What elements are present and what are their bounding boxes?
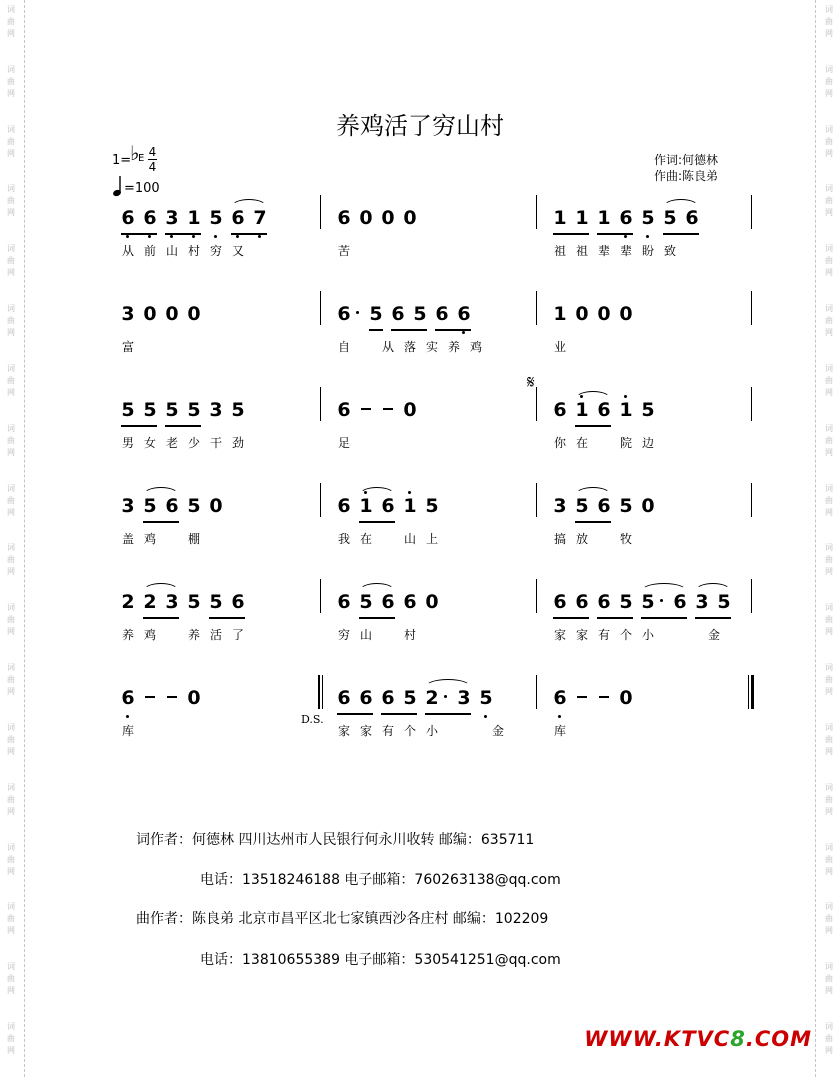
note-digit: 5 xyxy=(641,399,655,421)
lyric-char: 山 xyxy=(359,628,372,642)
bar-line xyxy=(536,579,537,613)
low-dot xyxy=(624,235,627,238)
slur xyxy=(143,487,179,495)
bar-line xyxy=(320,195,321,229)
low-dot xyxy=(462,331,465,334)
lyric-char: 养 xyxy=(121,628,134,642)
lyric-char: 苦 xyxy=(337,244,350,258)
note-digit: 5 xyxy=(143,399,157,421)
lyric-char: 祖 xyxy=(553,244,566,258)
note-digit: 6 xyxy=(231,207,245,229)
note-digit: 6 xyxy=(231,591,245,613)
dash-mark xyxy=(167,696,177,698)
bar-line xyxy=(751,195,752,229)
aug-dot xyxy=(356,311,359,314)
underline xyxy=(663,233,699,235)
underline xyxy=(231,233,267,235)
underline xyxy=(143,521,179,523)
bar-line xyxy=(320,291,321,325)
note-digit: 0 xyxy=(187,687,201,709)
time-signature xyxy=(148,145,157,174)
note-digit: 5 xyxy=(369,303,383,325)
note-digit: 0 xyxy=(641,495,655,517)
low-dot xyxy=(148,235,151,238)
low-dot xyxy=(558,715,561,718)
underline xyxy=(337,713,373,715)
lyric-char: 家 xyxy=(553,628,566,642)
lyric-char: 自 xyxy=(337,340,350,354)
note-digit: 6 xyxy=(337,591,351,613)
lyric-char: 前 xyxy=(143,244,156,258)
low-dot xyxy=(484,715,487,718)
low-dot xyxy=(214,235,217,238)
time-top: 4 xyxy=(148,145,157,159)
lyric-char: 养 xyxy=(447,340,460,354)
bar-line xyxy=(318,675,320,709)
lyric-char: 个 xyxy=(619,628,632,642)
slur xyxy=(575,487,611,495)
note-digit: 6 xyxy=(553,591,567,613)
lyric-char: 棚 xyxy=(187,532,200,546)
note-digit: 5 xyxy=(403,687,417,709)
note-digit: 3 xyxy=(553,495,567,517)
underline xyxy=(597,617,633,619)
bar-line xyxy=(751,579,752,613)
note-digit: 5 xyxy=(359,591,373,613)
note-digit: 5 xyxy=(143,495,157,517)
note-digit: 6 xyxy=(337,399,351,421)
lyric-char: 富 xyxy=(121,340,134,354)
slur xyxy=(641,583,687,591)
lyric-char: 干 xyxy=(209,436,222,450)
lyric-char: 盼 xyxy=(641,244,654,258)
note-digit: 5 xyxy=(479,687,493,709)
low-dot xyxy=(126,715,129,718)
lyric-char: 劲 xyxy=(231,436,244,450)
lyric-char: 又 xyxy=(231,244,244,258)
low-dot xyxy=(646,235,649,238)
note-digit: 3 xyxy=(165,207,179,229)
note-digit: 6 xyxy=(121,207,135,229)
lyric-char: 辈 xyxy=(619,244,632,258)
note-digit: 6 xyxy=(597,591,611,613)
note-digit: 3 xyxy=(121,303,135,325)
note-digit: 6 xyxy=(121,687,135,709)
lyric-char: 养 xyxy=(187,628,200,642)
right-dashed-line xyxy=(815,0,816,1077)
underline xyxy=(553,617,589,619)
lyric-char: 男 xyxy=(121,436,134,450)
underline xyxy=(381,713,417,715)
lyric-char: 在 xyxy=(359,532,372,546)
low-dot xyxy=(170,235,173,238)
note-digit: 5 xyxy=(641,591,655,613)
lyric-char: 在 xyxy=(575,436,588,450)
low-dot xyxy=(192,235,195,238)
lyric-char: 搞 xyxy=(553,532,566,546)
slur xyxy=(425,679,471,687)
low-dot xyxy=(126,235,129,238)
note-digit: 3 xyxy=(121,495,135,517)
bar-line xyxy=(536,387,537,421)
note-digit: 6 xyxy=(143,207,157,229)
underline xyxy=(435,329,471,331)
note-digit: 6 xyxy=(337,495,351,517)
note-digit: 3 xyxy=(165,591,179,613)
final-bar-line xyxy=(748,675,749,709)
composer-credit: 作曲:陈良弟 xyxy=(654,169,719,183)
note-digit: 2 xyxy=(143,591,157,613)
note-digit: 6 xyxy=(381,495,395,517)
dash-mark xyxy=(599,696,609,698)
slur xyxy=(359,487,395,495)
high-dot xyxy=(624,395,627,398)
note-digit: 6 xyxy=(597,495,611,517)
note-digit: 0 xyxy=(143,303,157,325)
lyric-char: 辈 xyxy=(597,244,610,258)
note-digit: 6 xyxy=(403,591,417,613)
lyric-char: 了 xyxy=(231,628,244,642)
underline xyxy=(553,233,589,235)
note-digit: 5 xyxy=(231,399,245,421)
key-note: E xyxy=(138,153,145,164)
underline xyxy=(695,617,731,619)
low-dot xyxy=(236,235,239,238)
note-digit: 3 xyxy=(695,591,709,613)
bar-line xyxy=(536,195,537,229)
lyric-char: 村 xyxy=(187,244,200,258)
lyric-char: 从 xyxy=(121,244,134,258)
note-digit: 6 xyxy=(597,399,611,421)
note-digit: 1 xyxy=(575,207,589,229)
note-digit: 6 xyxy=(553,687,567,709)
segno-icon: 𝄋 xyxy=(527,372,535,393)
dash-mark xyxy=(145,696,155,698)
lyric-char: 活 xyxy=(209,628,222,642)
lyric-char: 牧 xyxy=(619,532,632,546)
note-digit: 5 xyxy=(187,591,201,613)
lyric-char: 库 xyxy=(553,724,566,738)
lyric-char: 鸡 xyxy=(469,340,482,354)
note-digit: 6 xyxy=(553,399,567,421)
lyric-char: 穷 xyxy=(209,244,222,258)
note-digit: 0 xyxy=(381,207,395,229)
key-prefix: 1= xyxy=(112,153,132,168)
note-digit: 1 xyxy=(575,399,589,421)
lyric-char: 山 xyxy=(165,244,178,258)
slur xyxy=(143,583,179,591)
composer-contact-line1: 曲作者：陈良弟 北京市昌平区北七家镇西沙各庄村 邮编：102209 xyxy=(136,911,549,927)
bar-line xyxy=(751,387,752,421)
note-digit: 6 xyxy=(337,207,351,229)
lyric-char: 有 xyxy=(381,724,394,738)
lyric-char: 穷 xyxy=(337,628,350,642)
note-digit: 0 xyxy=(575,303,589,325)
low-dot xyxy=(258,235,261,238)
note-digit: 5 xyxy=(619,591,633,613)
note-digit: 6 xyxy=(165,495,179,517)
lyric-char: 祖 xyxy=(575,244,588,258)
bar-line xyxy=(751,291,752,325)
note-digit: 5 xyxy=(425,495,439,517)
flat-icon: ♭ xyxy=(130,141,140,165)
note-digit: 5 xyxy=(209,207,223,229)
note-digit: 3 xyxy=(457,687,471,709)
note-digit: 6 xyxy=(685,207,699,229)
lyric-char: 落 xyxy=(403,340,416,354)
note-digit: 6 xyxy=(391,303,405,325)
lyric-char: 你 xyxy=(553,436,566,450)
note-digit: 1 xyxy=(553,207,567,229)
site-watermark[interactable]: WWW.KTVC8.COM xyxy=(584,1027,812,1051)
lyric-char: 我 xyxy=(337,532,350,546)
composer-contact-line2: 电话：13810655389 电子邮箱：530541251@qq.com xyxy=(200,952,561,968)
underline xyxy=(143,617,179,619)
dash-mark xyxy=(383,408,393,410)
aug-dot xyxy=(444,695,447,698)
note-digit: 5 xyxy=(165,399,179,421)
lyric-char: 金 xyxy=(707,628,720,642)
lyric-char: 少 xyxy=(187,436,200,450)
lyric-char: 鸡 xyxy=(143,532,156,546)
note-digit: 0 xyxy=(425,591,439,613)
aug-dot xyxy=(660,599,663,602)
tempo-value: =100 xyxy=(124,181,160,196)
quarter-note-icon xyxy=(112,175,122,197)
lyric-char: 小 xyxy=(425,724,438,738)
note-digit: 6 xyxy=(575,591,589,613)
note-digit: 1 xyxy=(359,495,373,517)
left-watermark: 词 曲 网 词 曲 网 词 曲 网 词 曲 网 词 曲 网 词 曲 网 词 曲 网 词 曲 网 词 曲 网 词 曲 网 词 曲 网 词 曲 网 词 曲 网 词 曲 网 词 曲 网 词 曲 网 词 曲 网 词 曲 网 xyxy=(7,5,15,1056)
lyric-char: 上 xyxy=(425,532,438,546)
bar-line xyxy=(536,291,537,325)
note-digit: 6 xyxy=(457,303,471,325)
note-digit: 5 xyxy=(575,495,589,517)
note-digit: 6 xyxy=(381,687,395,709)
lyric-char: 足 xyxy=(337,436,350,450)
bar-line xyxy=(536,483,537,517)
dash-mark xyxy=(577,696,587,698)
slur xyxy=(359,583,395,591)
bar-line xyxy=(320,483,321,517)
lyric-char: 个 xyxy=(403,724,416,738)
note-digit: 5 xyxy=(619,495,633,517)
note-digit: 5 xyxy=(641,207,655,229)
underline xyxy=(425,713,471,715)
lyric-char: 女 xyxy=(143,436,156,450)
note-digit: 6 xyxy=(359,687,373,709)
lyric-char: 库 xyxy=(121,724,134,738)
time-bottom: 4 xyxy=(148,160,157,174)
lyric-char: 边 xyxy=(641,436,654,450)
lyric-char: 小 xyxy=(641,628,654,642)
lyricist-contact-line2: 电话：13518246188 电子邮箱：760263138@qq.com xyxy=(200,872,561,888)
lyric-char: 盖 xyxy=(121,532,134,546)
underline xyxy=(165,425,201,427)
note-digit: 0 xyxy=(619,687,633,709)
slur xyxy=(575,391,611,399)
note-digit: 6 xyxy=(381,591,395,613)
note-digit: 5 xyxy=(209,591,223,613)
high-dot xyxy=(408,491,411,494)
note-digit: 0 xyxy=(209,495,223,517)
underline xyxy=(575,425,611,427)
note-digit: 3 xyxy=(209,399,223,421)
lyric-char: 家 xyxy=(359,724,372,738)
song-title: 养鸡活了穷山村 xyxy=(336,112,504,140)
underline xyxy=(165,233,201,235)
lyric-char: 家 xyxy=(575,628,588,642)
note-digit: 1 xyxy=(597,207,611,229)
left-dashed-line xyxy=(24,0,25,1077)
note-digit: 6 xyxy=(337,303,351,325)
underline xyxy=(597,233,633,235)
underline xyxy=(575,521,611,523)
note-digit: 0 xyxy=(187,303,201,325)
note-digit: 5 xyxy=(121,399,135,421)
lyric-char: 山 xyxy=(403,532,416,546)
underline xyxy=(121,425,157,427)
note-digit: 6 xyxy=(435,303,449,325)
lyric-char: 老 xyxy=(165,436,178,450)
final-bar-line xyxy=(751,675,754,709)
bar-line xyxy=(320,387,321,421)
lyric-char: 致 xyxy=(663,244,676,258)
bar-line xyxy=(751,483,752,517)
note-digit: 5 xyxy=(187,495,201,517)
lyricist-credit: 作词:何德林 xyxy=(654,153,719,167)
note-digit: 1 xyxy=(619,399,633,421)
note-digit: 2 xyxy=(121,591,135,613)
lyricist-contact-line1: 词作者：何德林 四川达州市人民银行何永川收转 邮编：635711 xyxy=(136,832,535,848)
bar-line xyxy=(322,675,323,709)
slur xyxy=(663,199,699,207)
note-digit: 6 xyxy=(337,687,351,709)
note-digit: 5 xyxy=(413,303,427,325)
underline xyxy=(359,521,395,523)
dash-mark xyxy=(361,408,371,410)
lyric-char: 村 xyxy=(403,628,416,642)
lyric-char: 金 xyxy=(491,724,504,738)
note-digit: 0 xyxy=(403,399,417,421)
underline xyxy=(641,617,687,619)
bar-line xyxy=(536,675,537,709)
note-digit: 0 xyxy=(403,207,417,229)
note-digit: 7 xyxy=(253,207,267,229)
note-digit: 1 xyxy=(553,303,567,325)
underline xyxy=(121,233,157,235)
bar-line xyxy=(320,579,321,613)
ds-mark: D.S. xyxy=(301,713,324,726)
credits xyxy=(654,152,718,184)
note-digit: 0 xyxy=(597,303,611,325)
lyric-char: 放 xyxy=(575,532,588,546)
note-digit: 5 xyxy=(187,399,201,421)
lyric-char: 鸡 xyxy=(143,628,156,642)
underline xyxy=(369,329,383,331)
slur xyxy=(695,583,731,591)
underline xyxy=(391,329,427,331)
right-watermark: 词 曲 网 词 曲 网 词 曲 网 词 曲 网 词 曲 网 词 曲 网 词 曲 网 词 曲 网 词 曲 网 词 曲 网 词 曲 网 词 曲 网 词 曲 网 词 曲 网 词 曲 网 词 曲 网 词 曲 网 词 曲 网 xyxy=(825,5,833,1056)
lyric-char: 业 xyxy=(553,340,566,354)
note-digit: 1 xyxy=(187,207,201,229)
slur xyxy=(231,199,267,207)
note-digit: 5 xyxy=(717,591,731,613)
note-digit: 0 xyxy=(619,303,633,325)
lyric-char: 实 xyxy=(425,340,438,354)
underline xyxy=(359,617,395,619)
note-digit: 2 xyxy=(425,687,439,709)
note-digit: 0 xyxy=(165,303,179,325)
lyric-char: 有 xyxy=(597,628,610,642)
note-digit: 5 xyxy=(663,207,677,229)
lyric-char: 家 xyxy=(337,724,350,738)
underline xyxy=(209,617,245,619)
note-digit: 1 xyxy=(403,495,417,517)
note-digit: 6 xyxy=(673,591,687,613)
lyric-char: 院 xyxy=(619,436,632,450)
lyric-char: 从 xyxy=(381,340,394,354)
note-digit: 0 xyxy=(359,207,373,229)
note-digit: 6 xyxy=(619,207,633,229)
